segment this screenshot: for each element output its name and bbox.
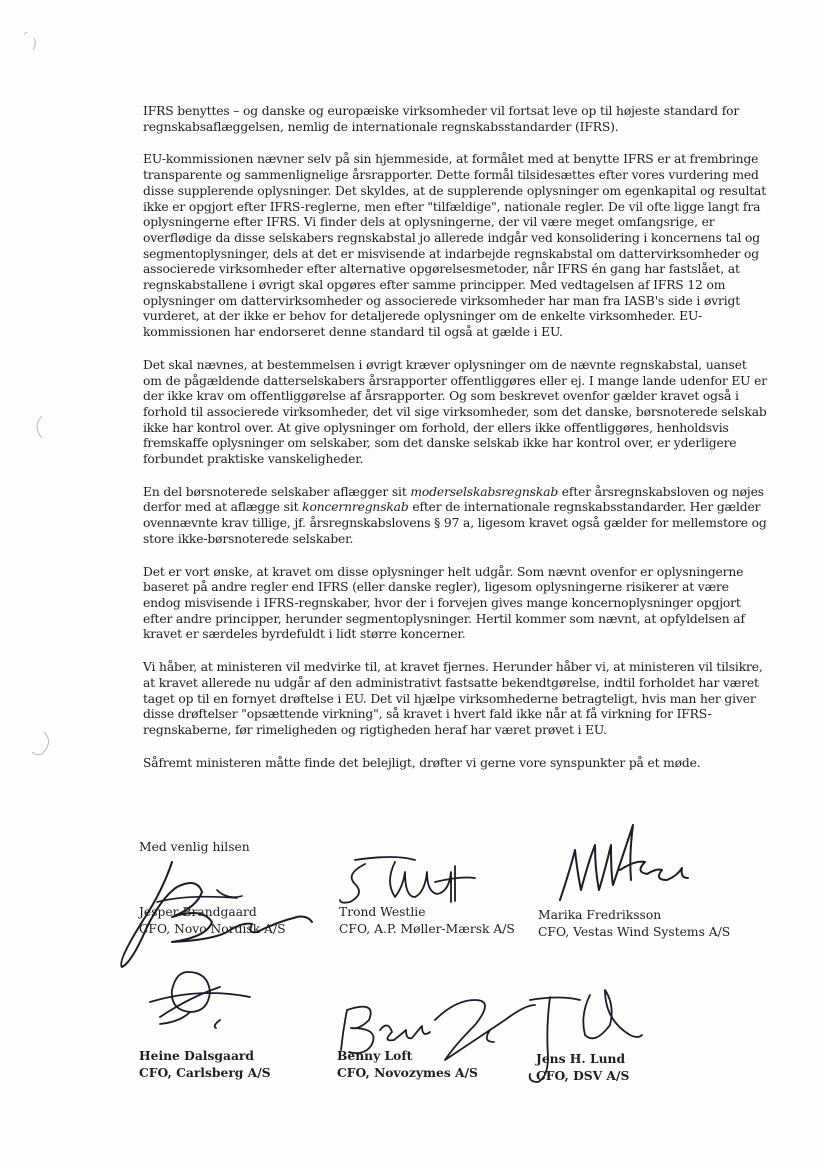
signatory-block (536, 1050, 629, 1084)
signatory-name: Jens H. Lund (536, 1051, 626, 1066)
paragraph-text: EU-kommissionen nævner selv på sin hjemmeside, at formålet med at benytte IFRS er at frembringe transparente og sammenlignelige årsrapporter. Dette formål tilsidesættes efter vores vurdering med disse supplerende oplysninger. Det skyldes, at de supplerende oplysninger om egenkapital og resultat ikke er opgjort efter IFRS-reglerne, men efter "tilfældige", nationale regler. De vil ofte ligge langt fra oplysningerne efter IFRS. Vi finder dels at oplysningerne, der vil være meget omfangsrige, er overflødige da disse selskabers regnskabstal jo allerede indgår ved konsolidering i koncernens tal og segmentoplysninger, dels at det er misvisende at indarbejde regnskabstal om dattervirksomheder og associerede virksomheder efter alternative opgørelsesmetoder, når IFRS én gang har fastslået, at regnskabstallene i øvrigt skal opgøres efter samme principper. Med vedtagelsen af IFRS 12 om oplysninger om dattervirksomheder og associerede virksomheder har man fra IASB's side i øvrigt vurderet, at der ikke er behov for detaljerede oplysninger om de enkelte virksomheder. EU-kommissionen har endorseret denne standard til også at gælde i EU. (143, 152, 767, 340)
paragraph-text: Det skal nævnes, at bestemmelsen i øvrigt kræver oplysninger om de nævnte regnskabstal, uanset om de pågældende datterselskabers årsrapporter offentliggøres eller ej. I mange lande udenfor EU er der ikke krav om offentliggørelse af årsrapporter. Og som beskrevet ovenfor gælder kravet også i forhold til associerede virksomheder, det vil sige virksomheder, som det danske, børsnoterede selskab ikke har kontrol over. At give oplysninger om forhold, der ellers ikke offentliggøres, henholdsvis fremskaffe oplysninger om selskaber, som det danske selskab ikke har kontrol over, er yderligere forbundet praktiske vanskeligheder. (143, 357, 767, 467)
signatory-block (139, 1047, 271, 1081)
signatory-title: CFO, Carlsberg A/S (139, 1065, 271, 1080)
paragraph (143, 152, 768, 340)
paragraph-text: Såfremt ministeren måtte finde det belejligt, drøfter vi gerne vore synspunkter på et møde. (143, 755, 701, 770)
paragraph-text: IFRS benyttes – og danske og europæiske virksomheder vil fortsat leve op til højeste standard for regnskabsaflæggelsen, nemlig de internationale regnskabsstandarder (IFRS). (143, 104, 740, 134)
handwritten-signature-icon (335, 852, 495, 912)
signatory-title: CFO, DSV A/S (536, 1068, 630, 1083)
scan-mark-icon (20, 28, 50, 62)
paragraph (143, 756, 768, 772)
signatory-title: CFO, Vestas Wind Systems A/S (538, 925, 731, 939)
paragraph-text: Vi håber, at ministeren vil medvirke til, at kravet fjernes. Herunder håber vi, at ministeren vil tilsikre, at kravet allerede nu udgår af den administrativt fastsatte bekendtgørelse, indtil forholdet har været taget op til en fornyet drøftelse i EU. Det vil hjælpe virksomhederne betragteligt, hvis man her giver disse drøftelser "opsættende virkning", så kravet i hvert fald ikke når at få virkning for IFRS-regnskaberne, før rimeligheden og rigtigheden heraf har været prøvet i EU. (143, 660, 763, 737)
signatory-block (139, 904, 286, 938)
closing-salutation: Med venlig hilsen (139, 840, 250, 854)
signatory-title: CFO, Novozymes A/S (337, 1065, 478, 1080)
signatory-block (538, 907, 730, 941)
signatory-name: Marika Fredriksson (538, 908, 662, 922)
signatory-block (339, 904, 515, 938)
signatory-block (337, 1047, 478, 1081)
italic-term: moderselskabsregnskab (410, 484, 559, 499)
paragraph (143, 485, 768, 548)
signatory-name: Trond Westlie (339, 905, 426, 919)
signatory-title: CFO, Novo Nordisk A/S (139, 922, 286, 936)
paragraph (143, 660, 768, 739)
signatory-name: Heine Dalsgaard (139, 1048, 254, 1063)
scan-mark-icon (28, 728, 58, 762)
scan-mark-icon (28, 412, 58, 446)
handwritten-signature-icon (140, 962, 260, 1042)
signatory-name: Benny Loft (337, 1048, 413, 1063)
paragraph-text: En del børsnoterede selskaber aflægger sit (143, 484, 411, 499)
signatory-name: Jesper Brandgaard (139, 905, 257, 919)
paragraph (143, 358, 768, 468)
paragraph (143, 565, 768, 644)
letter-body (143, 104, 768, 788)
handwritten-signature-icon (550, 830, 700, 910)
paragraph (143, 104, 768, 135)
paragraph-text: efter årsregnskabsloven og nøjes derfor med at aflægge sit (143, 484, 764, 515)
paragraph-text: efter de internationale regnskabsstandarder. Her gælder ovennævnte krav tillige, jf. årsregnskabslovens § 97 a, ligesom kravet også gælder for mellemstore og store ikke-børsnoterede selskaber. (143, 500, 767, 546)
signatory-title: CFO, A.P. Møller-Mærsk A/S (339, 922, 515, 936)
italic-term: koncernregnskab (302, 500, 409, 515)
paragraph-text: Det er vort ønske, at kravet om disse oplysninger helt udgår. Som nævnt ovenfor er oplysningerne baseret på andre regler end IFRS (eller danske regler), ligesom oplysningerne risikerer at være endog misvisende i IFRS-regnskaber, hvor der i forvejen gives mange koncernoplysninger opgjort efter andre principper, herunder segmentoplysninger. Hertil kommer som nævnt, at opfyldelsen af kravet er særdeles byrdefuldt i lidt større koncerner. (143, 564, 745, 642)
